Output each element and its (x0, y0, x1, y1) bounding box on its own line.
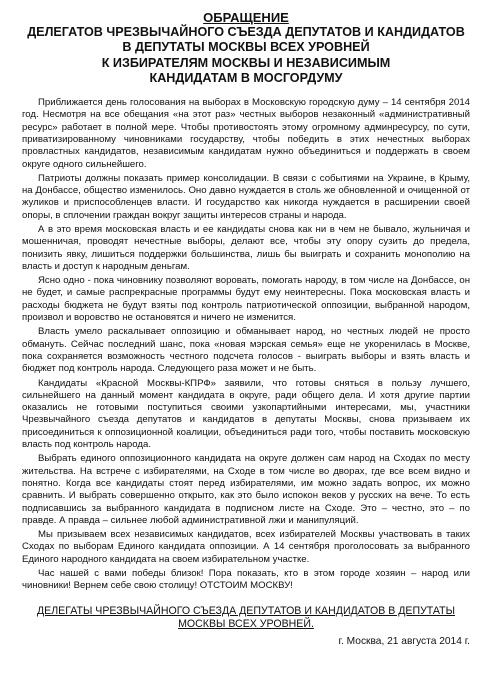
heading-line-3: К ИЗБИРАТЕЛЯМ МОСКВЫ И НЕЗАВИСИМЫМ (101, 55, 391, 70)
paragraph: Приближается день голосования на выборах в Московскую городскую думу – 14 сентября 2014 год. Несмотря на все обещания «на этот раз» честных выборов незаконный «административный ресурс» работает в полной мере. Чтобы противостоять этому огромному админресурсу, по сути, приватизированному чиновниками государству, чтобы победить в этих нечестных выборах провластных кандидатов, независимым кандидатам нужно объединиться и поддержать в своем округе одного сильнейшего. (22, 97, 470, 170)
document-body (22, 97, 470, 593)
heading-line-4: КАНДИДАТАМ В МОСГОРДУМУ (149, 70, 343, 85)
heading-line-2: В ДЕПУТАТЫ МОСКВЫ ВСЕХ УРОВНЕЙ (122, 40, 370, 55)
paragraph: Выбрать единого оппозиционного кандидата на округе должен сам народ на Сходах по месту жительства. На встрече с избирателями, на Сходе в том числе во дворах, где все всем видно и понятно. Когда все кандидаты стоят перед избирателями, им можно задать вопрос, их можно сравнить. И выбрать совершенно открыто, как это было испокон веков у русских на вече. То есть подписавшись за выбранного кандидата в подписном листе на Сходе. Это – честно, это – по правде. А правда – сильнее любой административной лжи и манипуляций. (22, 453, 470, 526)
paragraph: Кандидаты «Красной Москвы-КПРФ» заявили, что готовы сняться в пользу лучшего, сильнейшего на данный момент кандидата в округе, ради общего дела. И хотя другие партии оказались не готовыми поступиться своими узкопартийными интересами, мы, участники Чрезвычайного съезда депутатов и кандидатов в депутаты Москвы, снова призываем их присоединиться к оппозиционной коалиции, объединиться ради того, чтобы поставить московскую власть под контроль народа. (22, 377, 470, 451)
paragraph: А в это время московская власть и ее кандидаты снова как ни в чем не бывало, жульничая и мошенничая, проводят нечестные выборы, делают все, чтобы эту опору сузить до предела, понизить явку, лишиться поддержки большинства, лишь бы выиграть и сохранить монополию на власть и доступ к народным деньгам. (22, 223, 470, 272)
paragraph: Мы призываем всех независимых кандидатов, всех избирателей Москвы участвовать в таких Сходах по выборам Единого кандидата оппозиции. А 14 сентября проголосовать за выбранного Единого народного кандидата на своем избирательном участке. (22, 529, 470, 565)
place-date: г. Москва, 21 августа 2014 г. (338, 636, 470, 648)
paragraph: Час нашей с вами победы близок! Пора показать, кто в этом городе хозяин – народ или чиновники! Вернем себе свою столицу! ОТСТОИМ МОСКВУ! (22, 568, 470, 592)
paragraph: Власть умело раскалывает оппозицию и обманывает народ, но честных людей не просто обмануть. Сейчас последний шанс, пока «новая мэрская семья» еще не укоренилась в Москве, пока сохраняется возможность честного подсчета голосов - выиграть выборы и взять власть и бюджет под контроль народа. Следующего раза может и не быть. (22, 326, 470, 375)
document-title: ОБРАЩЕНИЕ (203, 10, 289, 25)
heading-line-1: ДЕЛЕГАТОВ ЧРЕЗВЫЧАЙНОГО СЪЕЗДА ДЕПУТАТОВ И КАНДИДАТОВ (27, 25, 465, 40)
signature: ДЕЛЕГАТЫ ЧРЕЗВЫЧАЙНОГО СЪЕЗДА ДЕПУТАТОВ И КАНДИДАТОВ В ДЕПУТАТЫ МОСКВЫ ВСЕХ УРОВНЕЙ. (36, 604, 456, 630)
paragraph: Ясно одно - пока чиновнику позволяют воровать, помогать народу, в том числе на Донбассе, он не будет, и самые распрекрасные программы будут ему неинтересны. Пока московская власть и расходы бюджета не будут взяты под контроль патриотической оппозиции, выбранной народом, произвол и воровство не остановятся и ничего не изменится. (22, 275, 470, 324)
document-heading (22, 10, 470, 86)
paragraph: Патриоты должны показать пример консолидации. В связи с событиями на Украине, в Крыму, на Донбассе, общество изменилось. Оно давно нуждается в столь же обновленной и очищенной от жуликов и приспособленцев власти. И государство как никогда нуждается в расширении своей опоры, в сплочении граждан вокруг защиты интересов страны и народа. (22, 172, 470, 221)
